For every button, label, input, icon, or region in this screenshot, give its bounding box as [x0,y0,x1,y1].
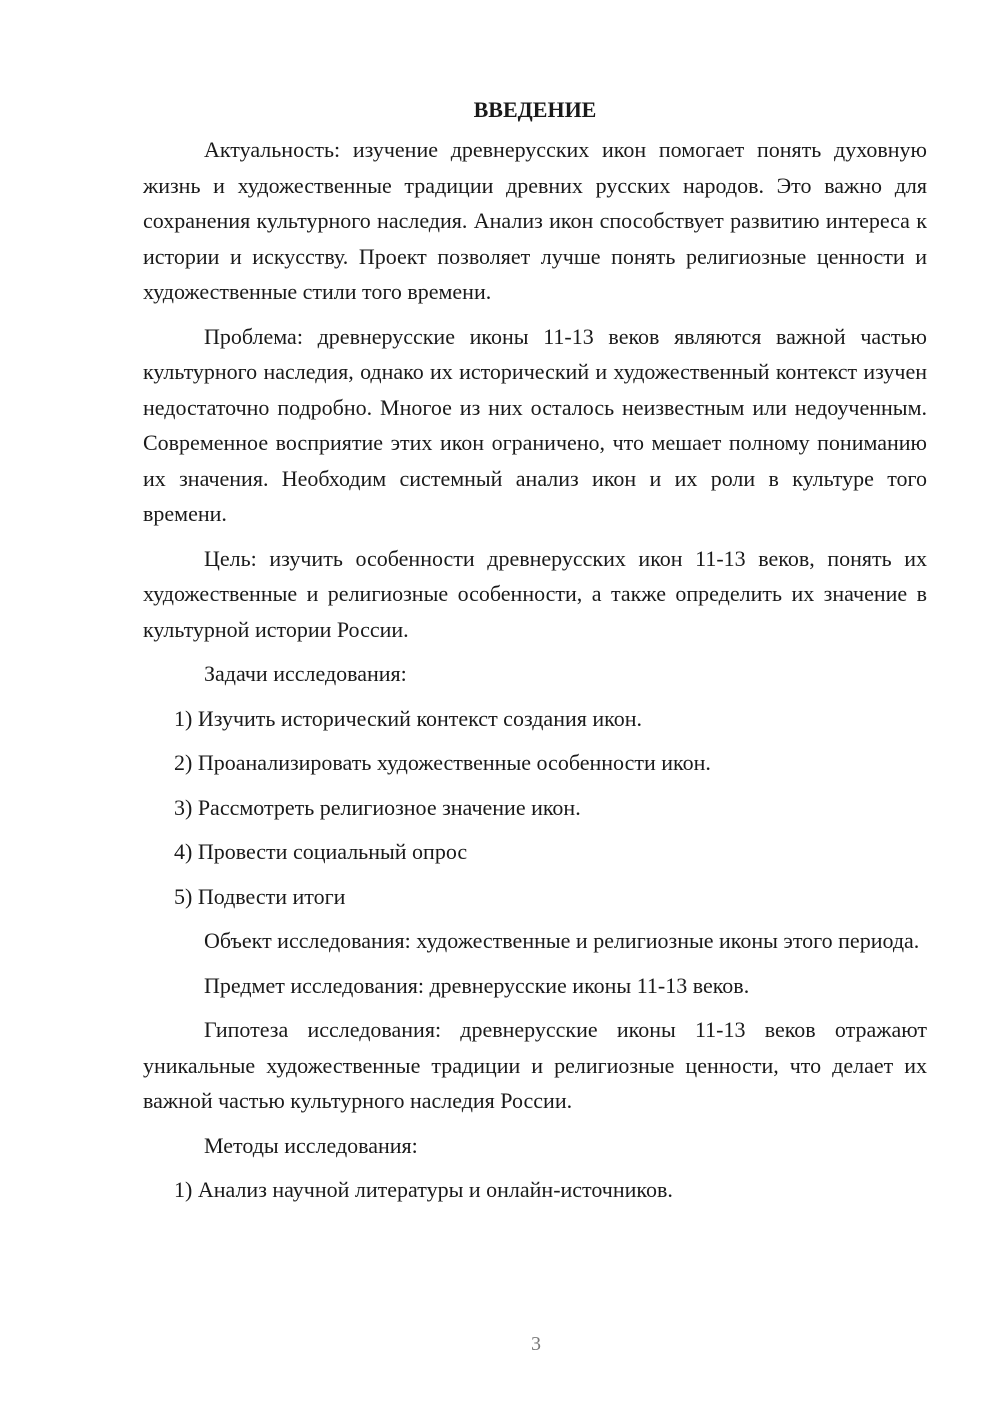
method-item: 1) Анализ научной литературы и онлайн-источников. [174,1177,673,1202]
task-item: 4) Провести социальный опрос [174,839,468,864]
page-title: ВВЕДЕНИЕ [473,97,597,122]
page-number: 3 [531,1333,541,1355]
task-item: 3) Рассмотреть религиозное значение икон. [174,794,581,820]
hypothesis-paragraph: Гипотеза исследования: древнерусские иконы 11-13 веков отражают уникальные художественные традиции и религиозные ценности, что делает их важной частью культурного наследия России. [143,1017,927,1113]
goal-paragraph: Цель: изучить особенности древнерусских икон 11-13 веков, понять их художественные и религиозные особенности, а также определить их значение в культурной истории России. [143,545,927,642]
task-item: 5) Подвести итоги [174,883,346,909]
object-paragraph: Объект исследования: художественные и религиозные иконы этого периода. [204,928,920,953]
task-item: 1) Изучить исторический контекст создания икон. [174,705,642,731]
subject-paragraph: Предмет исследования: древнерусские иконы 11-13 веков. [204,972,750,998]
problem-paragraph: Проблема: древнерусские иконы 11-13 веков являются важной частью культурного наследия, однако их исторический и художественный контекст изучен недостаточно подробно. Многое из них осталось неизвестным или недоученным. Современное восприятие этих икон ограничено, что мешает полному пониманию их значения. Необходим системный анализ икон и их роли в культуре того времени. [143,323,927,526]
task-item: 2) Проанализировать художественные особенности икон. [174,750,711,775]
methods-label: Методы исследования: [204,1132,418,1158]
tasks-label: Задачи исследования: [204,661,407,686]
document-page [143,92,927,1217]
relevance-paragraph: Актуальность: изучение древнерусских икон помогает понять духовную жизнь и художественные традиции древних русских народов. Это важно для сохранения культурного наследия. Анализ икон способствует развитию интереса к истории и искусству. Проект позволяет лучше понять религиозные ценности и художественные стили того времени. [143,137,927,304]
